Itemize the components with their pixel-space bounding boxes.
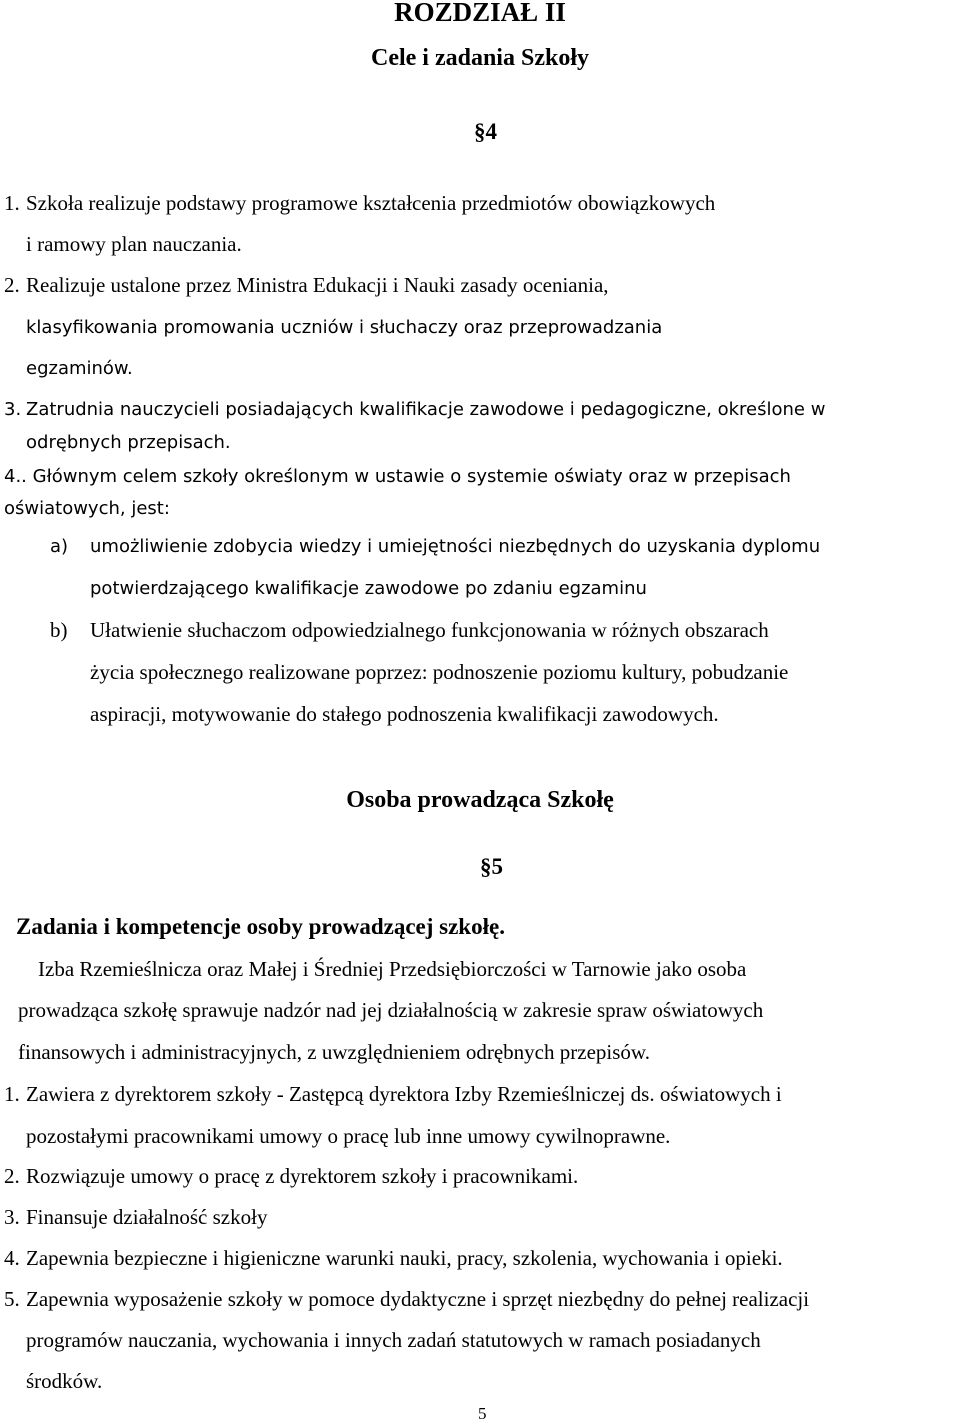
chapter-heading: ROZDZIAŁ II [394,0,566,27]
list-item-text: Szkoła realizuje podstawy programowe kształcenia przedmiotów obowiązkowych [26,191,716,215]
list-item-number: 4.. [4,466,27,487]
task-item-number: 5. [4,1287,20,1311]
section-heading: Osoba prowadząca Szkołę [346,787,614,813]
sub-item-b-continuation: aspiracji, motywowanie do stałego podnoszenia kwalifikacji zawodowych. [90,702,719,726]
intro-line: Izba Rzemieślnicza oraz Małej i Średniej Przedsiębiorczości w Tarnowie jako osoba [38,957,747,981]
task-item-1 [4,1082,782,1107]
paragraph-mark-4: §4 [474,119,497,144]
intro-line: finansowych i administracyjnych, z uwzględnieniem odrębnych przepisów. [18,1040,650,1064]
page-number: 5 [478,1404,487,1423]
sub-item-letter: a) [50,536,69,557]
intro-line: prowadząca szkołę sprawuje nadzór nad jej działalnością w zakresie spraw oświatowych [18,998,764,1022]
sub-item-letter: b) [50,618,68,642]
list-item-3-continuation: odrębnych przepisach. [26,432,231,453]
chapter-title: Cele i zadania Szkoły [370,45,589,71]
task-item-3 [4,1205,267,1230]
task-item-text: Zapewnia wyposażenie szkoły w pomoce dydaktyczne i sprzęt niezbędny do pełnej realizacji [26,1287,810,1311]
list-item-text: Zatrudnia nauczycieli posiadających kwalifikacje zawodowe i pedagogiczne, określone w [26,399,826,420]
list-item-number: 3. [4,399,22,420]
sub-item-b-continuation: życia społecznego realizowane poprzez: podnoszenie poziomu kultury, pobudzanie [90,660,789,684]
task-item-number: 4. [4,1246,20,1270]
list-item-number: 2. [4,273,20,297]
task-item-text: Zapewnia bezpieczne i higieniczne warunki nauki, pracy, szkolenia, wychowania i opieki. [26,1246,783,1270]
task-item-5-continuation: programów nauczania, wychowania i innych zadań statutowych w ramach posiadanych [26,1328,761,1352]
list-item-2-continuation: klasyfikowania promowania uczniów i słuchaczy oraz przeprowadzania [26,317,663,338]
sub-item-text: Ułatwienie słuchaczom odpowiedzialnego funkcjonowania w różnych obszarach [90,618,769,642]
list-item-text: Głównym celem szkoły określonym w ustawie o systemie oświaty oraz w przepisach [32,466,791,487]
list-item-1-continuation: i ramowy plan nauczania. [26,232,242,256]
list-item-number: 1. [4,191,20,215]
task-item-number: 3. [4,1205,20,1229]
list-item-1 [4,191,715,216]
task-item-4 [4,1246,783,1271]
list-item-2-continuation: egzaminów. [26,358,133,379]
task-item-text: Finansuje działalność szkoły [26,1205,268,1229]
task-item-1-continuation: pozostałymi pracownikami umowy o pracę lub inne umowy cywilnoprawne. [26,1124,671,1148]
task-item-5-continuation: środków. [26,1369,103,1393]
task-item-2 [4,1164,578,1189]
task-item-number: 2. [4,1164,20,1188]
list-item-text: Realizuje ustalone przez Ministra Edukacji i Nauki zasady oceniania, [26,273,609,297]
sub-item-a [50,536,820,558]
list-item-3 [4,399,825,421]
list-item-4 [4,466,791,488]
sub-item-a-continuation: potwierdzającego kwalifikacje zawodowe po zdaniu egzaminu [90,578,647,599]
task-item-number: 1. [4,1082,20,1106]
task-item-5 [4,1287,809,1312]
list-item-2 [4,273,609,298]
task-item-text: Zawiera z dyrektorem szkoły - Zastępcą dyrektora Izby Rzemieślniczej ds. oświatowych i [26,1082,782,1106]
paragraph-mark-5: §5 [480,854,503,879]
section-subheading: Zadania i kompetencje osoby prowadzącej szkołę. [16,914,505,939]
task-item-text: Rozwiązuje umowy o pracę z dyrektorem szkoły i pracownikami. [26,1164,579,1188]
list-item-4-continuation: oświatowych, jest: [4,498,170,519]
sub-item-text: umożliwienie zdobycia wiedzy i umiejętności niezbędnych do uzyskania dyplomu [90,536,821,557]
sub-item-b [50,618,769,643]
